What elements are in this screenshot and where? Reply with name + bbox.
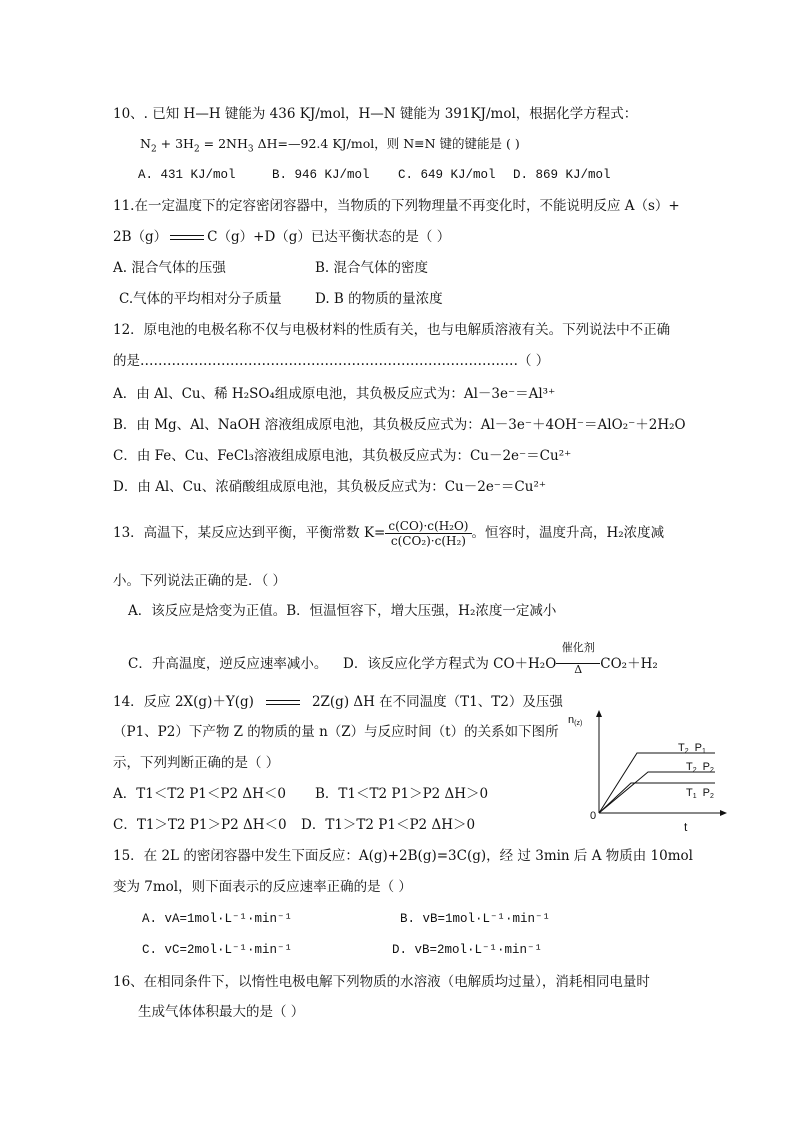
curve-label-t2-p1: T2 P1 [678,742,706,755]
curve-label-t1-p2: T1 P2 [686,787,714,800]
q10-option-b[interactable]: B. 946 KJ/mol [272,168,370,182]
q15-option-b[interactable]: B. vB=1mol·L⁻¹·min⁻¹ [400,912,551,926]
q11-option-c[interactable]: C.气体的平均相对分子质量 [119,291,282,307]
q15-stem-line2: 变为 7mol，则下面表示的反应速率正确的是（ ） [113,879,412,895]
equilibrium-arrow-icon [170,234,204,242]
q14-option-a[interactable]: A．T1＜T2 P1＜P2 ΔH＜0 [113,786,286,802]
q13-stem-line2: 小。下列说法正确的是．（ ） [113,573,287,589]
q12-option-c[interactable]: C．由 Fe、Cu、FeCl₃溶液组成原电池，其负极反应式为：Cu－2e⁻＝Cu²⁺ [113,448,572,464]
q15-option-d[interactable]: D. vB=2mol·L⁻¹·min⁻¹ [392,943,543,957]
q11-stem-line2: 2B（g） C（g）+D（g）已达平衡状态的是（ ） [113,229,451,245]
x-axis-label: t [684,820,688,834]
q14-option-d[interactable]: D．T1＞T2 P1＜P2 ΔH＞0 [301,817,476,833]
q15-option-a[interactable]: A. vA=1mol·L⁻¹·min⁻¹ [142,912,293,926]
q13-option-ab[interactable]: A．该反应是焓变为正值。B．恒温恒容下，增大压强，H₂浓度一定减小 [128,603,557,619]
n-z-vs-time-graph [560,705,730,835]
q16-stem-line2: 生成气体体积最大的是（ ） [138,1004,305,1020]
q13-option-c[interactable]: C．升高温度，逆反应速率减小。 [128,656,328,672]
q11-option-b[interactable]: B. 混合气体的密度 [315,260,429,276]
equilibrium-constant-fraction: $\frac{\text{c(CO)·c(H₂O)}}{\text{c(CO₂)·c(H₂)}}$ [385,519,471,548]
catalyst-arrow: 催化剂 Δ [556,655,600,673]
curve-t2-p2 [599,772,715,813]
q16-stem-line1: 16、在相同条件下，以惰性电极电解下列物质的水溶液（电解质均过量），消耗相同电量时 [113,974,650,990]
q10-stem: 10、. 已知 H—H 键能为 436 KJ/mol，H—N 键能为 391KJ/mol，根据化学方程式： [113,106,638,122]
q14-stem-line2: （P1、P2）下产物 Z 的物质的量 n（Z）与反应时间（t）的关系如下图所 [113,724,559,740]
q11-option-a[interactable]: A. 混合气体的压强 [113,260,226,276]
q10-option-d[interactable]: D. 869 KJ/mol [513,168,611,182]
y-axis-label: n(z) [568,714,583,727]
q14-stem-line1: 14．反应 2X(g)＋Y(g) 2Z(g) ΔH 在不同温度（T1、T2）及压强 [113,694,563,710]
q13-option-d[interactable]: D．该反应化学方程式为 CO＋H₂O 催化剂 Δ CO₂＋H₂ [343,641,658,676]
curve-label-t2-p2: T2 P2 [686,761,714,774]
q13-stem-line1: 13．高温下，某反应达到平衡，平衡常数 K= $\frac{\text{c(CO)·c(H₂O)}}{\text{c(CO₂)·c(H₂)}}$ 。恒容时，温度升高，H₂浓度减 [113,519,665,548]
q15-option-c[interactable]: C. vC=2mol·L⁻¹·min⁻¹ [142,943,293,957]
q12-option-b[interactable]: B．由 Mg、Al、NaOH 溶液组成原电池，其负极反应式为：Al－3e⁻＋4OH⁻＝AlO₂⁻＋2H₂O [113,417,686,433]
q15-stem-line1: 15．在 2L 的密闭容器中发生下面反应：A(g)+2B(g)=3C(g)，经 过 3min 后 A 物质由 10mol [113,848,693,864]
equilibrium-arrow-icon [266,699,300,707]
q14-stem-line3: 示，下列判断正确的是（ ） [113,755,280,771]
q11-stem-line1: 11.在一定温度下的定容密闭容器中，当物质的下列物理量不再变化时，不能说明反应 A（s）+ [113,198,680,214]
q10-option-c[interactable]: C. 649 KJ/mol [398,168,496,182]
q14-option-b[interactable]: B．T1＜T2 P1＞P2 ΔH＞0 [315,786,489,802]
q14-option-c[interactable]: C．T1＞T2 P1＞P2 ΔH＜0 [113,817,287,833]
x-axis-arrow-icon [720,810,727,816]
q10-equation: $N_2 + 3H_2 = 2NH_3$ ΔH=—92.4 KJ/mol，则 N≡N 键的键能是 ( ) [140,136,520,155]
q10-option-a[interactable]: A. 431 KJ/mol [138,168,236,182]
y-axis-arrow-icon [596,710,602,717]
q12-stem-line2: 的是…………………………………………………………………………（ ） [113,353,550,369]
origin-label: 0 [590,810,597,822]
q12-option-a[interactable]: A．由 Al、Cu、稀 H₂SO₄组成原电池，其负极反应式为：Al－3e⁻＝Al³⁺ [113,386,556,402]
q12-stem-line1: 12．原电池的电极名称不仅与电极材料的性质有关，也与电解质溶液有关。下列说法中不正确 [113,322,671,338]
q12-option-d[interactable]: D．由 Al、Cu、浓硝酸组成原电池，其负极反应式为：Cu－2e⁻＝Cu²⁺ [113,479,546,495]
q11-option-d[interactable]: D. B 的物质的量浓度 [315,291,443,307]
